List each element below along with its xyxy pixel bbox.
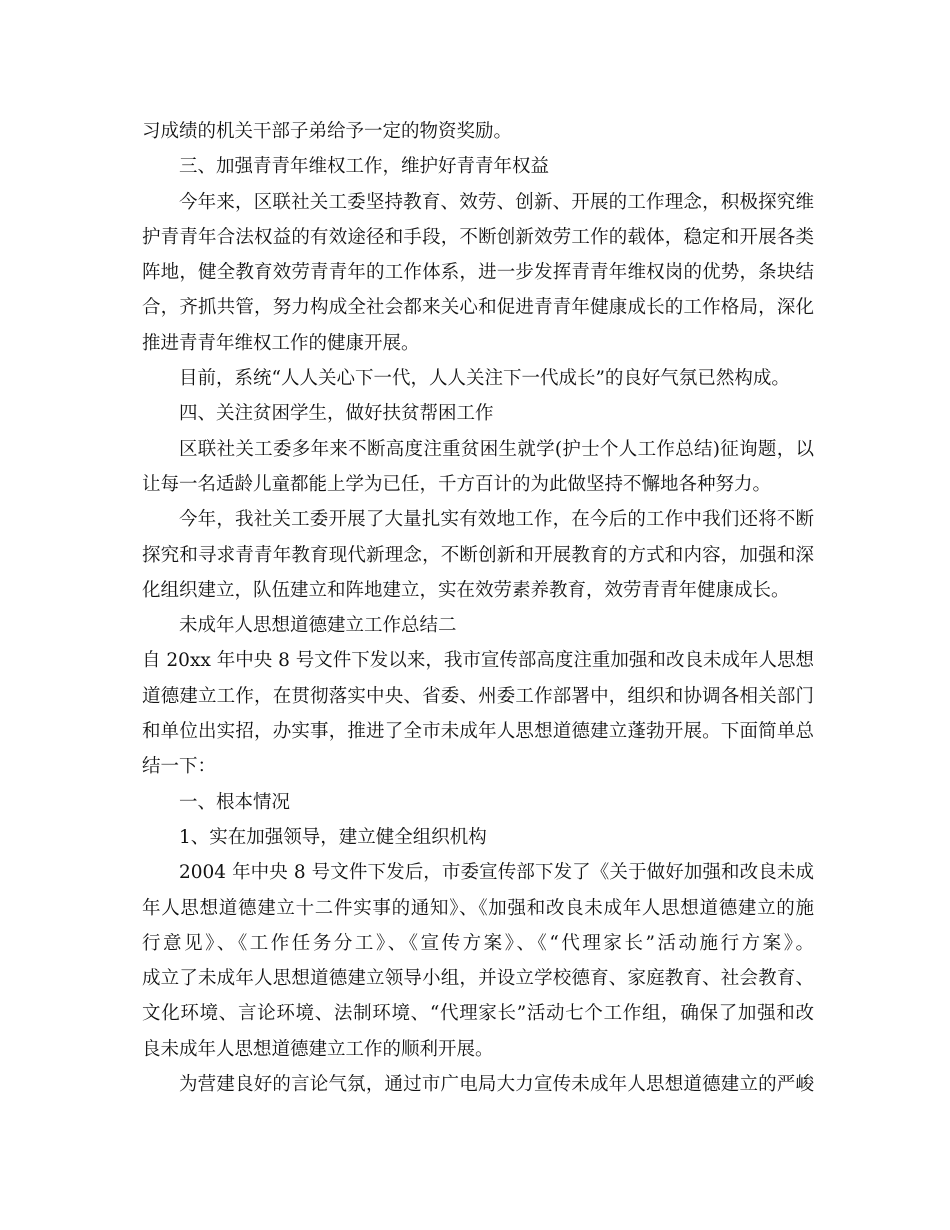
section-heading: 一、根本情况: [179, 791, 291, 813]
paragraph-line: 为营建良好的言论气氛，通过市广电局大力宣传未成年人思想道德建立的严峻: [179, 1074, 814, 1096]
paragraph-line: 习成绩的机关干部子弟给予一定的物资奖励。: [142, 121, 513, 142]
document-body: [142, 114, 814, 1102]
paragraph-line: 文化环境、言论环境、法制环境、“代理家长”活动七个工作组，确保了加强和改: [142, 1003, 814, 1025]
section-heading: 三、加强青青年维权工作，维护好青青年权益: [179, 156, 550, 178]
paragraph-line: 探究和寻求青青年教育现代新理念，不断创新和开展教育的方式和内容，加强和深: [142, 544, 814, 566]
paragraph-line: 区联社关工委多年来不断高度注重贫困生就学(护士个人工作总结)征询题，以: [179, 438, 814, 460]
paragraph-line: 和单位出实招，办实事，推进了全市未成年人思想道德建立蓬勃开展。下面简单总: [142, 721, 814, 743]
paragraph-line: 阵地，健全教育效劳青青年的工作体系，进一步发挥青青年维权岗的优势，条块结: [142, 262, 814, 284]
section-heading: 1、实在加强领导，建立健全组织机构: [179, 826, 487, 848]
document-subtitle: 未成年人思想道德建立工作总结二: [179, 615, 457, 637]
paragraph-line: 护青青年合法权益的有效途径和手段，不断创新效劳工作的载体，稳定和开展各类: [142, 226, 814, 248]
paragraph-line: 自 20xx 年中央 8 号文件下发以来，我市宣传部高度注重加强和改良未成年人思想: [142, 650, 814, 672]
paragraph-line: 成立了未成年人思想道德建立领导小组，并设立学校德育、家庭教育、社会教育、: [142, 968, 814, 990]
paragraph-line: 今年来，区联社关工委坚持教育、效劳、创新、开展的工作理念，积极探究维: [179, 191, 814, 213]
paragraph-line: 合，齐抓共管，努力构成全社会都来关心和促进青青年健康成长的工作格局，深化: [142, 297, 814, 319]
paragraph-line: 化组织建立，队伍建立和阵地建立，实在效劳素养教育，效劳青青年健康成长。: [142, 579, 790, 601]
paragraph-line: 今年，我社关工委开展了大量扎实有效地工作，在今后的工作中我们还将不断: [179, 509, 814, 531]
paragraph-line: 良未成年人思想道德建立工作的顺利开展。: [142, 1038, 494, 1060]
paragraph-line: 推进青青年维权工作的健康开展。: [142, 332, 420, 354]
paragraph-line: 道德建立工作，在贯彻落实中央、省委、州委工作部署中，组织和协调各相关部门: [142, 685, 814, 707]
paragraph-line: 结一下：: [142, 756, 217, 778]
paragraph-line: 行意见》、《工作任务分工》、《宣传方案》、《“代理家长”活动施行方案》。: [142, 932, 814, 954]
paragraph-line: 让每一名适龄儿童都能上学为已任，千方百计的为此做坚持不懈地各种努力。: [142, 473, 772, 495]
paragraph-line: 年人思想道德建立十二件实事的通知》、《加强和改良未成年人思想道德建立的施: [142, 897, 814, 919]
section-heading: 四、关注贫困学生，做好扶贫帮困工作: [179, 403, 494, 425]
paragraph-line: 目前，系统“人人关心下一代，人人关注下一代成长”的良好气氛已然构成。: [179, 368, 790, 390]
paragraph-line: 2004 年中央 8 号文件下发后，市委宣传部下发了《关于做好加强和改良未成: [179, 862, 814, 884]
